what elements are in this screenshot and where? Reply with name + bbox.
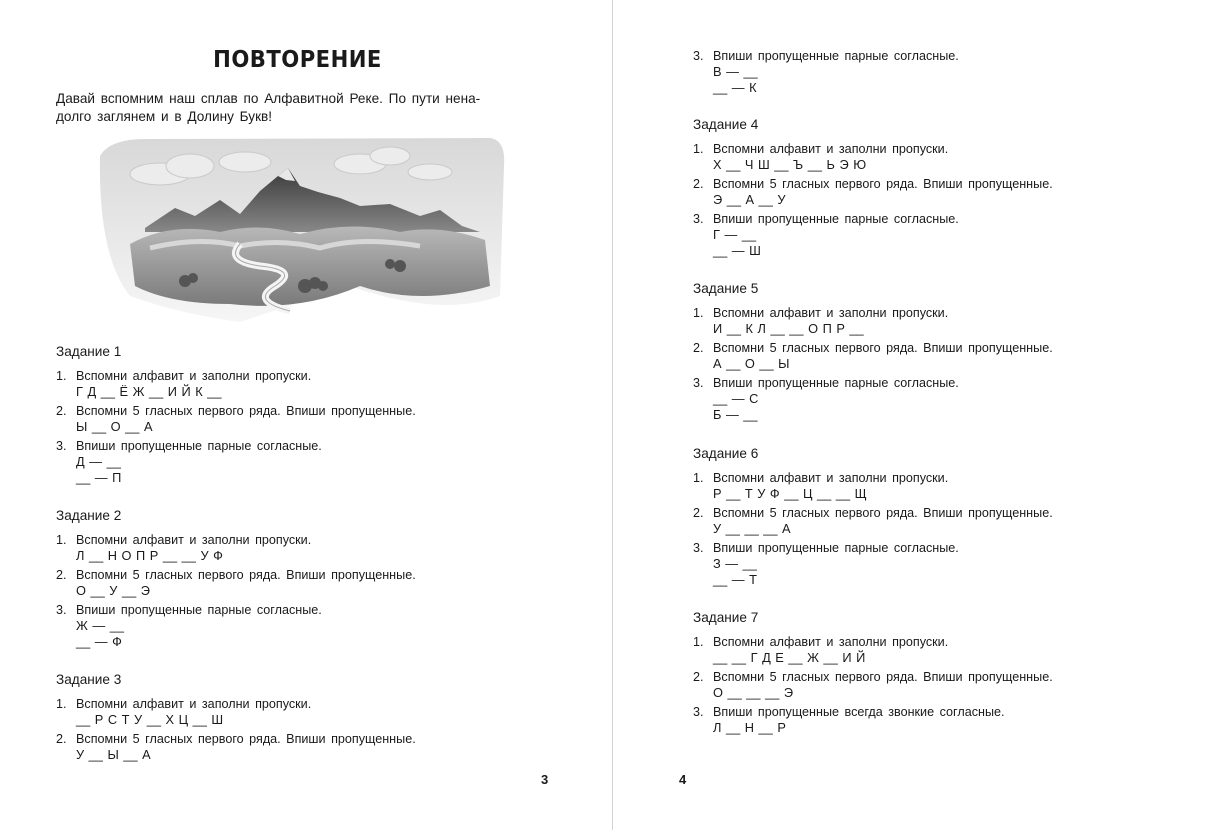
item-instruction: Впиши пропущенные парные согласные. [713, 376, 959, 390]
letter-line: Л __ Н __ Р [713, 720, 786, 735]
item-number: 1. [56, 697, 67, 711]
item-instruction: Вспомни алфавит и заполни пропуски. [76, 533, 312, 547]
task-heading: Задание 1 [56, 344, 122, 359]
item-number: 2. [56, 568, 67, 582]
task-item [693, 375, 1213, 423]
item-number: 1. [56, 369, 67, 383]
letter-line: __ — Ш [713, 243, 761, 258]
task-item [693, 340, 1213, 372]
task-item [693, 634, 1213, 666]
task-heading: Задание 7 [693, 610, 759, 625]
item-instruction: Вспомни алфавит и заполни пропуски. [713, 306, 949, 320]
item-instruction: Вспомни 5 гласных первого ряда. Впиши пропущенные. [713, 177, 1053, 191]
task-heading: Задание 3 [56, 672, 122, 687]
task-3-continuation [693, 48, 1213, 99]
task-item [56, 532, 556, 564]
item-instruction: Вспомни алфавит и заполни пропуски. [76, 369, 312, 383]
letter-line: __ — С [713, 391, 759, 406]
task-heading: Задание 6 [693, 446, 759, 461]
task-item [56, 696, 556, 728]
task-4 [693, 116, 1213, 262]
item-instruction: Впиши пропущенные парные согласные. [76, 603, 322, 617]
intro-line: долго заглянем и в Долину Букв! [56, 109, 273, 124]
letter-line: Л __ Н О П Р __ __ У Ф [76, 548, 223, 563]
item-instruction: Впиши пропущенные парные согласные. [76, 439, 322, 453]
task-heading: Задание 5 [693, 281, 759, 296]
letter-line: Д — __ [76, 454, 121, 469]
task-2 [56, 507, 556, 653]
item-number: 3. [56, 439, 67, 453]
item-instruction: Вспомни алфавит и заполни пропуски. [76, 697, 312, 711]
task-item [693, 48, 1213, 96]
task-item [693, 704, 1213, 736]
item-number: 1. [693, 635, 704, 649]
letter-line: У __ __ __ А [713, 521, 791, 536]
letter-line: __ — П [76, 470, 122, 485]
task-3 [56, 671, 556, 766]
item-number: 2. [693, 341, 704, 355]
item-number: 3. [693, 49, 704, 63]
task-5 [693, 280, 1213, 426]
item-instruction: Вспомни 5 гласных первого ряда. Впиши пропущенные. [76, 568, 416, 582]
page-number: 3 [541, 772, 549, 787]
task-item [56, 602, 556, 650]
page-number: 4 [679, 772, 687, 787]
item-number: 3. [693, 376, 704, 390]
item-number: 2. [56, 732, 67, 746]
letter-line: О __ __ __ Э [713, 685, 794, 700]
item-instruction: Вспомни 5 гласных первого ряда. Впиши пропущенные. [713, 506, 1053, 520]
letter-line: Г — __ [713, 227, 757, 242]
letter-line: __ — Ф [76, 634, 122, 649]
task-item [693, 305, 1213, 337]
item-number: 2. [56, 404, 67, 418]
left-page [0, 0, 612, 830]
letter-line: Ж — __ [76, 618, 124, 633]
task-item [693, 211, 1213, 259]
letter-line: И __ К Л __ __ О П Р __ [713, 321, 864, 336]
letter-line: Э __ А __ У [713, 192, 786, 207]
letter-line: А __ О __ Ы [713, 356, 790, 371]
intro-line: Давай вспомним наш сплав по Алфавитной Реке. По пути нена- [56, 91, 481, 106]
task-heading: Задание 4 [693, 117, 759, 132]
letter-line: Г Д __ Ё Ж __ И Й К __ [76, 384, 222, 399]
letter-line: __ __ Г Д Е __ Ж __ И Й [713, 650, 866, 665]
task-6 [693, 445, 1213, 591]
page-title: ПОВТОРЕНИЕ [213, 47, 382, 73]
right-page [613, 0, 1231, 830]
task-heading: Задание 2 [56, 508, 122, 523]
item-number: 1. [56, 533, 67, 547]
intro-paragraph [56, 90, 552, 126]
item-instruction: Впиши пропущенные всегда звонкие согласные. [713, 705, 1005, 719]
task-item [56, 438, 556, 486]
task-item [56, 731, 556, 763]
item-instruction: Вспомни 5 гласных первого ряда. Впиши пропущенные. [713, 670, 1053, 684]
mountain-river-illustration [90, 136, 506, 324]
item-instruction: Впиши пропущенные парные согласные. [713, 541, 959, 555]
letter-line: О __ У __ Э [76, 583, 150, 598]
letter-line: З — __ [713, 556, 757, 571]
task-item [56, 403, 556, 435]
item-instruction: Вспомни алфавит и заполни пропуски. [713, 635, 949, 649]
item-number: 3. [693, 541, 704, 555]
letter-line: Х __ Ч Ш __ Ъ __ Ь Э Ю [713, 157, 867, 172]
letter-line: Б — __ [713, 407, 758, 422]
item-instruction: Вспомни 5 гласных первого ряда. Впиши пропущенные. [76, 732, 416, 746]
task-item [693, 669, 1213, 701]
task-1 [56, 343, 556, 489]
item-number: 1. [693, 142, 704, 156]
task-7 [693, 609, 1213, 739]
item-instruction: Вспомни алфавит и заполни пропуски. [713, 142, 949, 156]
item-number: 3. [693, 705, 704, 719]
task-item [693, 470, 1213, 502]
item-number: 3. [56, 603, 67, 617]
task-item [693, 505, 1213, 537]
letter-line: __ Р С Т У __ Х Ц __ Ш [76, 712, 224, 727]
task-item [693, 540, 1213, 588]
item-instruction: Впиши пропущенные парные согласные. [713, 49, 959, 63]
item-number: 2. [693, 177, 704, 191]
letter-line: У __ Ы __ А [76, 747, 151, 762]
letter-line: В — __ [713, 64, 758, 79]
task-item [56, 368, 556, 400]
letter-line: __ — К [713, 80, 757, 95]
item-instruction: Впиши пропущенные парные согласные. [713, 212, 959, 226]
letter-line: Ы __ О __ А [76, 419, 153, 434]
letter-line: __ — Т [713, 572, 757, 587]
item-number: 2. [693, 506, 704, 520]
item-number: 1. [693, 306, 704, 320]
letter-line: Р __ Т У Ф __ Ц __ __ Щ [713, 486, 867, 501]
task-item [693, 141, 1213, 173]
item-instruction: Вспомни алфавит и заполни пропуски. [713, 471, 949, 485]
item-number: 2. [693, 670, 704, 684]
item-instruction: Вспомни 5 гласных первого ряда. Впиши пропущенные. [713, 341, 1053, 355]
item-number: 3. [693, 212, 704, 226]
task-item [693, 176, 1213, 208]
task-item [56, 567, 556, 599]
item-instruction: Вспомни 5 гласных первого ряда. Впиши пропущенные. [76, 404, 416, 418]
item-number: 1. [693, 471, 704, 485]
